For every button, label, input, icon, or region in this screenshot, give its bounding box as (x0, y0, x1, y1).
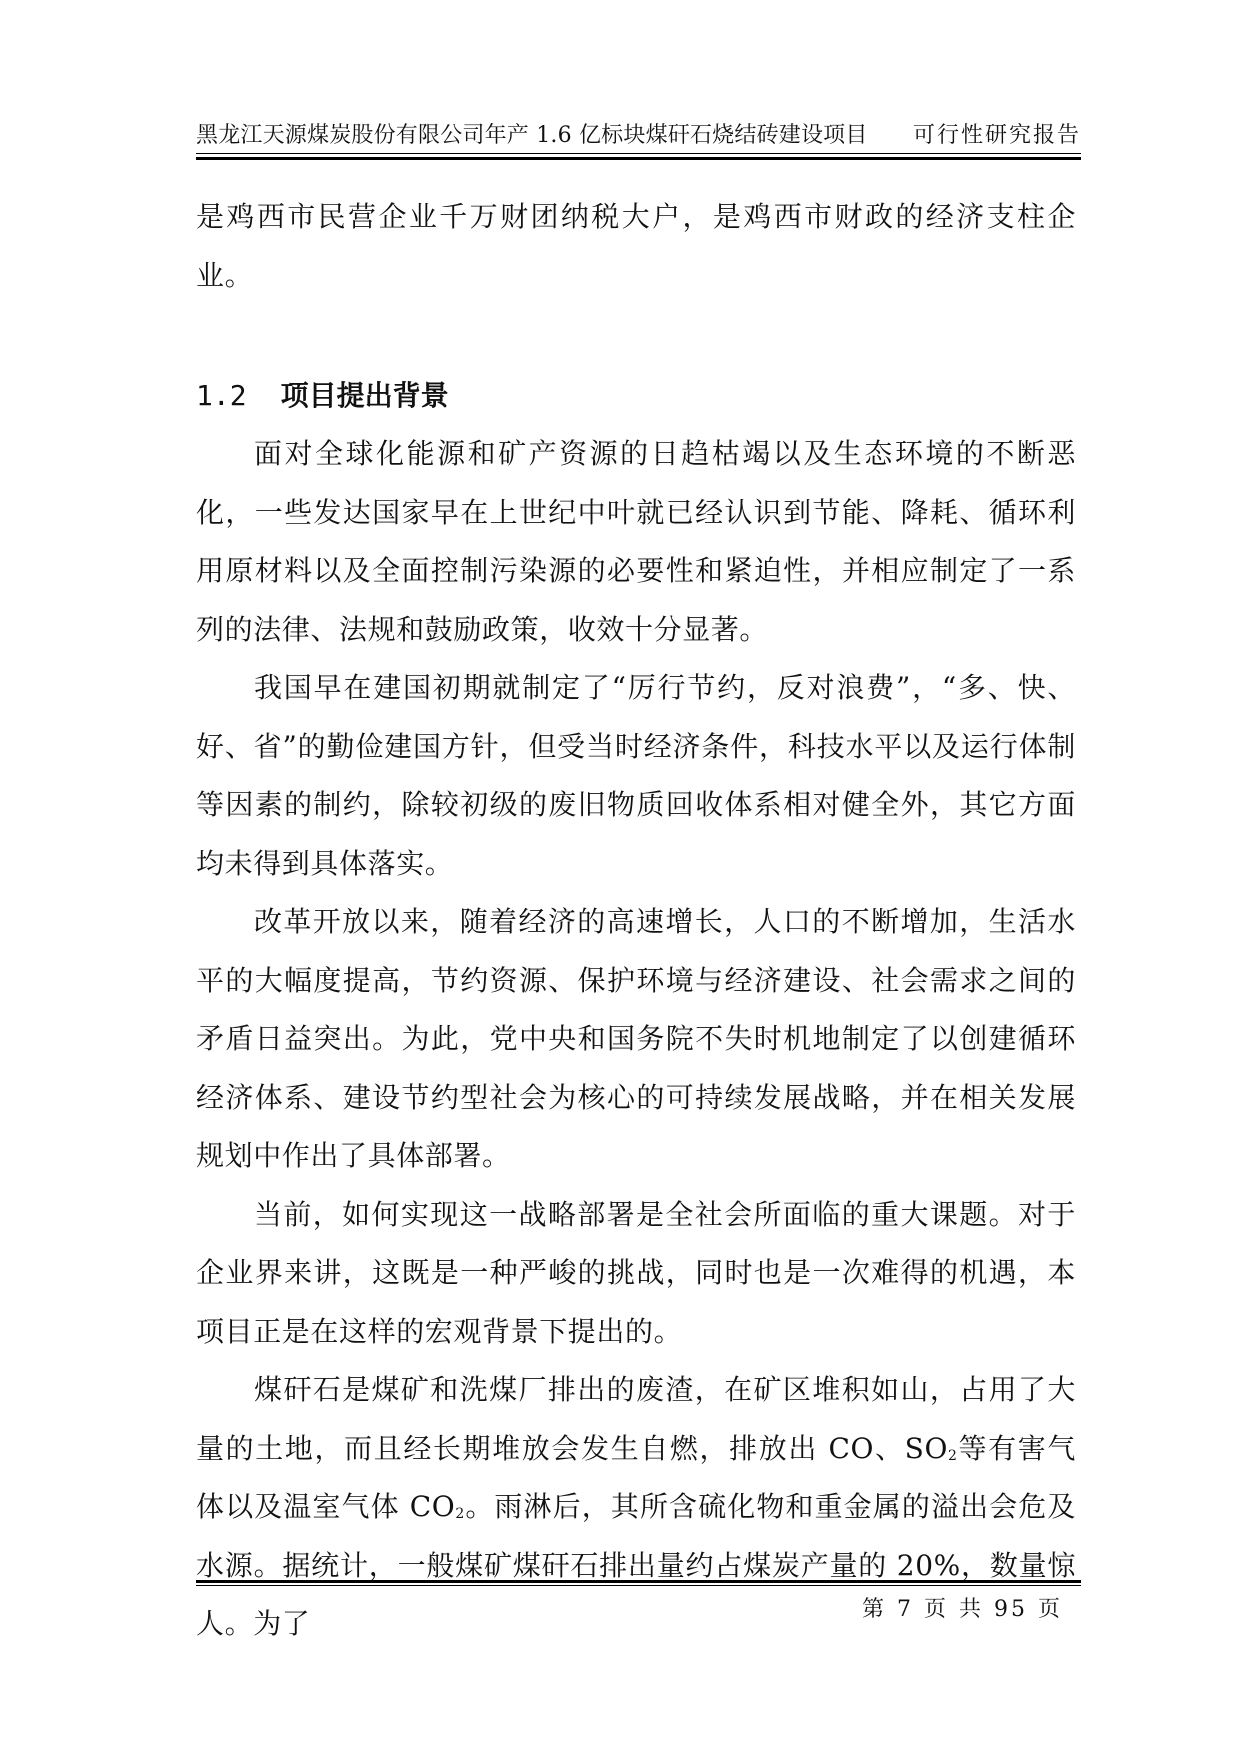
page-number: 第 7 页 共 95 页 (862, 1597, 1063, 1622)
header-report-type: 可行性研究报告 (912, 123, 1081, 148)
paragraph-5-part-b: 等有害气体以及温室气体 CO (196, 1431, 1076, 1523)
paragraph-4: 当前，如何实现这一战略部署是全社会所面临的重大课题。对于企业界来讲，这既是一种严峻的挑战，同时也是一次难得的机遇，本项目正是在这样的宏观背景下提出的。 (196, 1197, 1076, 1348)
document-body (196, 188, 1076, 1654)
footer-divider (196, 1580, 1081, 1586)
paragraph-2: 我国早在建国初期就制定了“厉行节约，反对浪费”，“多、快、好、省”的勤俭建国方针，但受当时经济条件，科技水平以及运行体制等因素的制约，除较初级的废旧物质回收体系相对健全外，其它方面均未得到具体落实。 (196, 671, 1076, 880)
header-divider (196, 153, 1081, 160)
header-title: 黑龙江天源煤炭股份有限公司年产 1.6 亿标块煤矸石烧结砖建设项目 (196, 123, 868, 148)
page-header (196, 118, 1081, 152)
paragraph-3: 改革开放以来，随着经济的高速增长，人口的不断增加，生活水平的大幅度提高，节约资源、保护环境与经济建设、社会需求之间的矛盾日益突出。为此，党中央和国务院不失时机地制定了以创建循环经济体系、建设节约型社会为核心的可持续发展战略，并在相关发展规划中作出了具体部署。 (196, 905, 1076, 1172)
section-number: 1.2 (196, 379, 247, 412)
section-heading (196, 367, 1076, 425)
continuation-paragraph: 是鸡西市民营企业千万财团纳税大户，是鸡西市财政的经济支柱企业。 (196, 200, 1076, 292)
paragraph-5-part-a: 煤矸石是煤矿和洗煤厂排出的废渣，在矿区堆积如山，占用了大量的土地，而且经长期堆放会发生自燃，排放出 CO、SO (196, 1373, 1076, 1465)
so2-subscript: 2 (948, 1447, 958, 1464)
co2-subscript: 2 (455, 1506, 465, 1522)
paragraph-1: 面对全球化能源和矿产资源的日趋枯竭以及生态环境的不断恶化，一些发达国家早在上世纪中叶就已经认识到节能、降耗、循环利用原材料以及全面控制污染源的必要性和紧迫性，并相应制定了一系列的法律、法规和鼓励政策，收效十分显著。 (196, 437, 1076, 646)
section-title: 项目提出背景 (280, 379, 449, 412)
paragraph-5-part-c: 。雨淋后，其所含硫化物和重金属的溢出会危及水源。据统计，一般煤矿煤矸石排出量约占煤炭产量的 20%，数量惊人。为了 (196, 1490, 1076, 1640)
